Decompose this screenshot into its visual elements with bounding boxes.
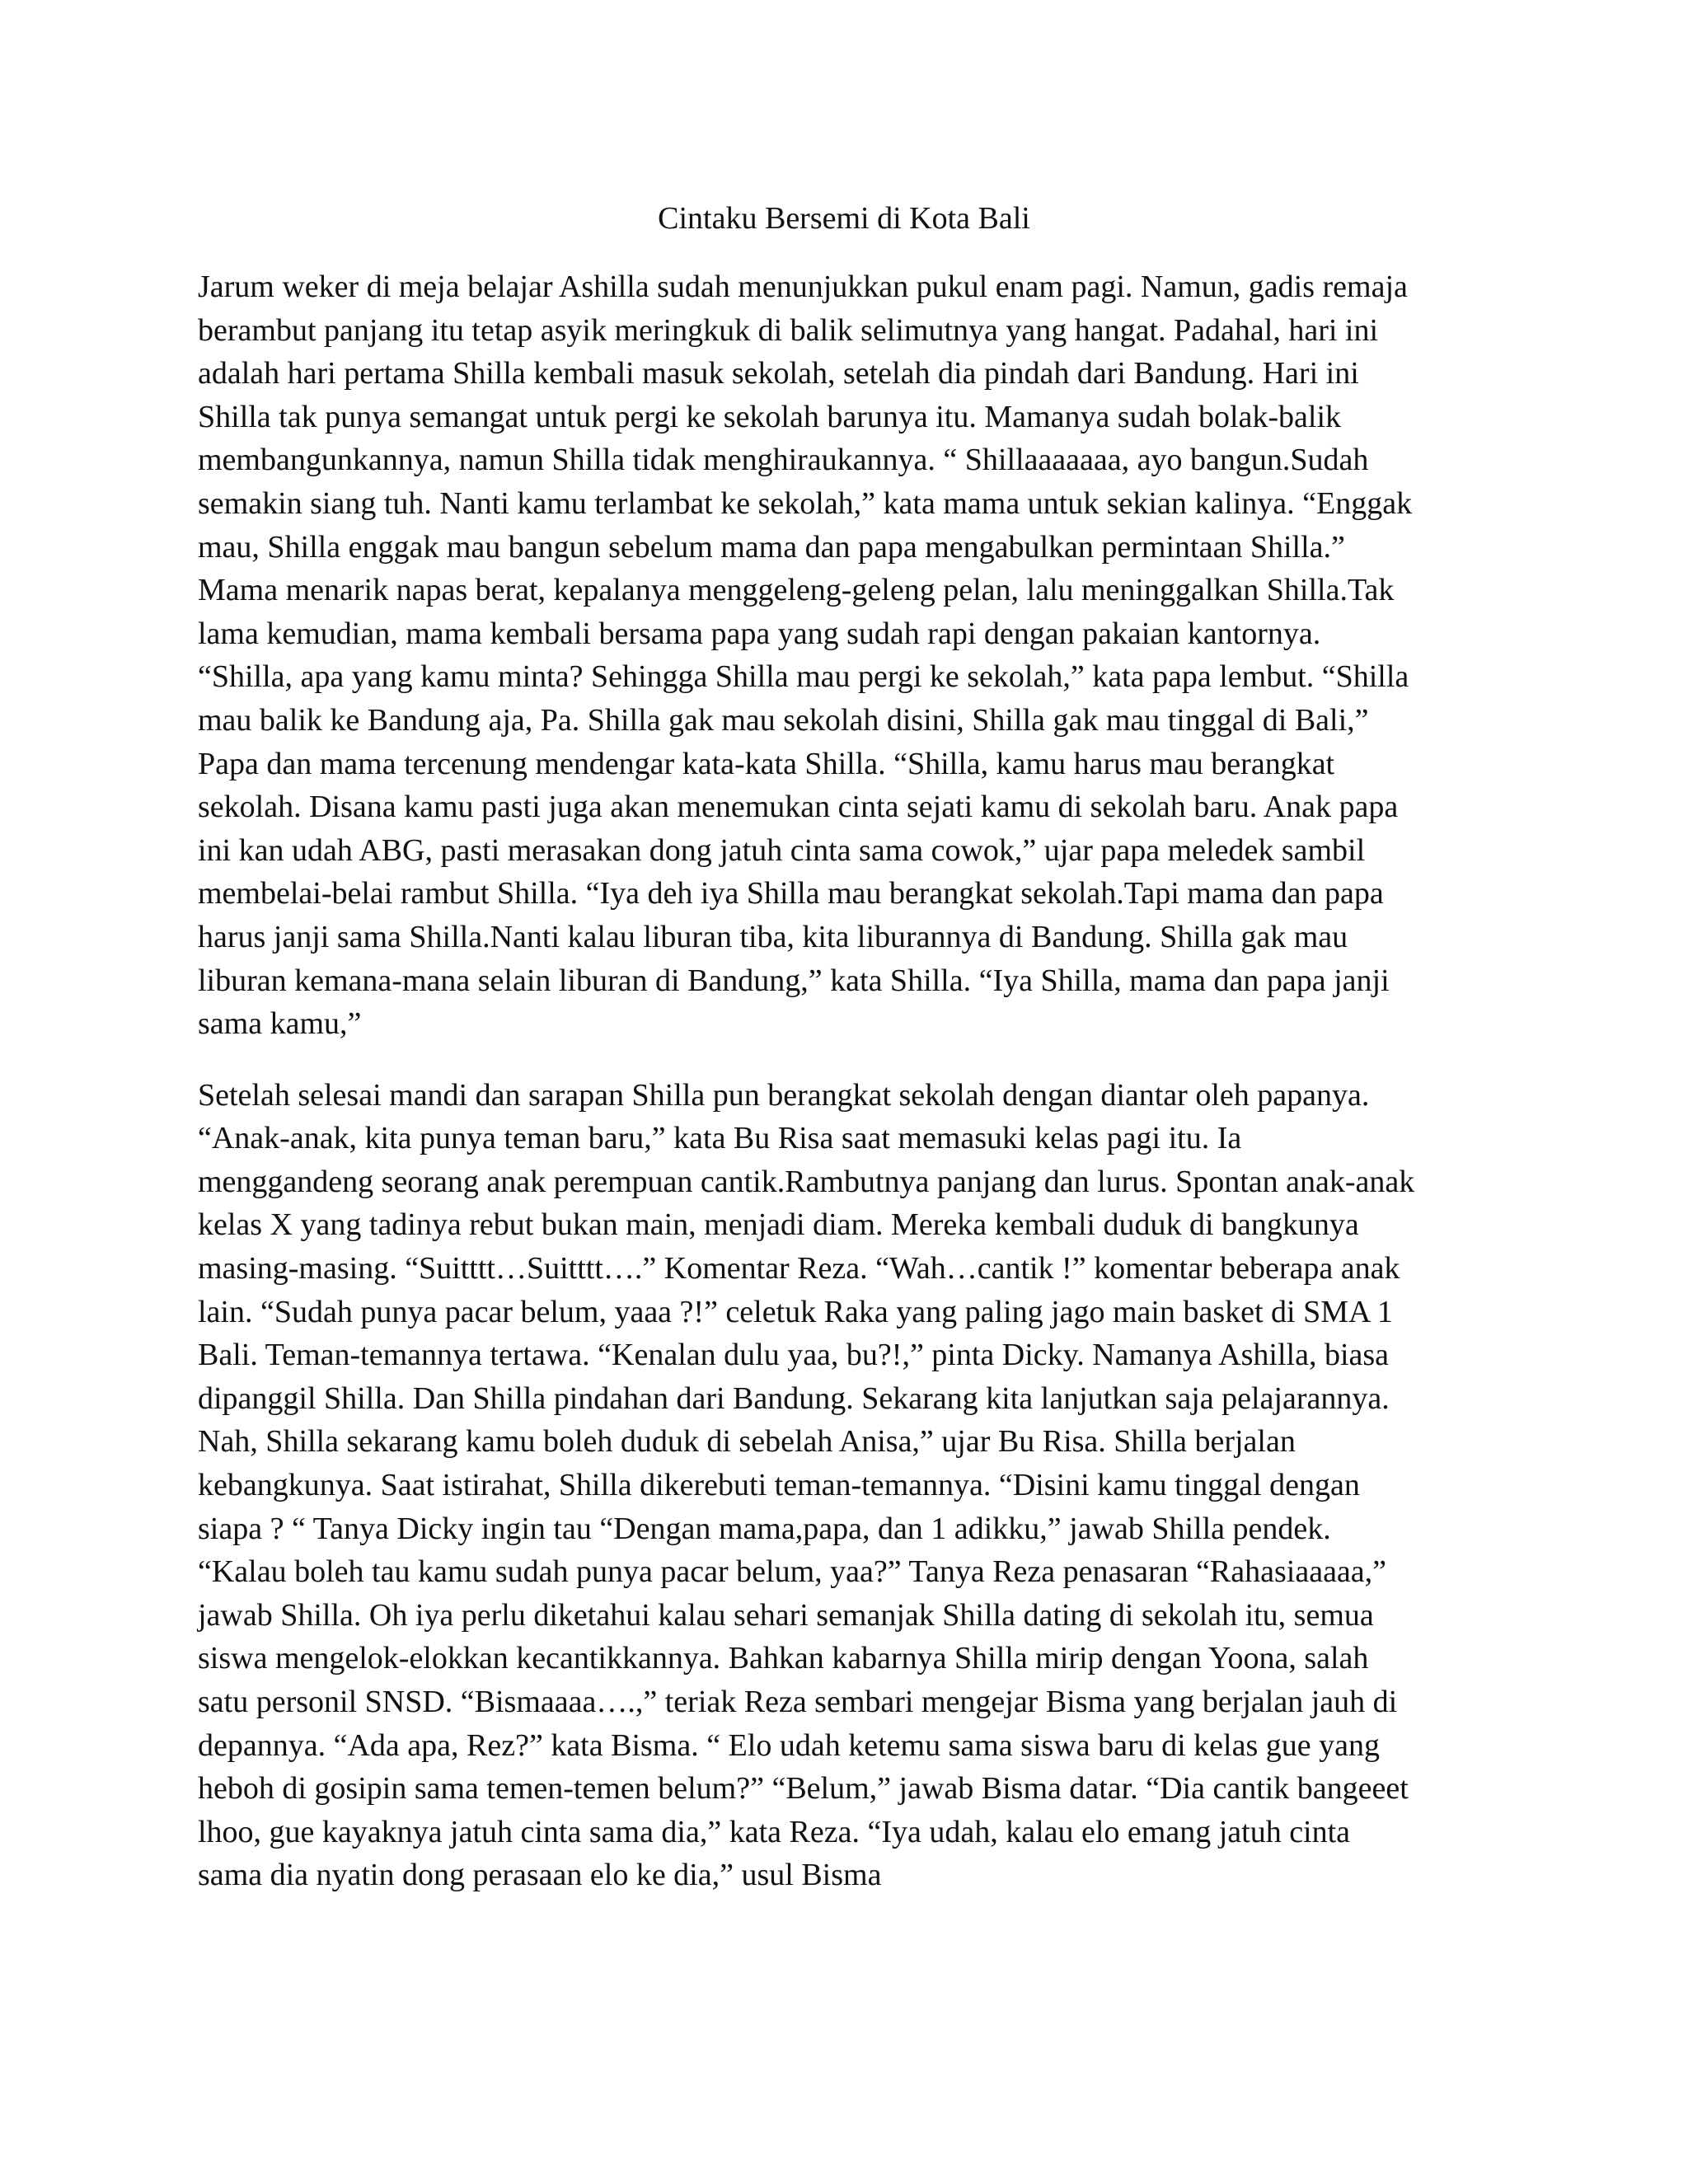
text-line: Papa dan mama tercenung mendengar kata-kata Shilla. “Shilla, kamu harus mau berangkat — [198, 746, 1335, 781]
text-line: lhoo, gue kayaknya jatuh cinta sama dia,” kata Reza. “Iya udah, kalau elo emang jatuh cinta — [198, 1814, 1351, 1849]
text-line: Mama menarik napas berat, kepalanya menggeleng-geleng pelan, lalu meninggalkan Shilla.Tak — [198, 573, 1395, 608]
text-line: lama kemudian, mama kembali bersama papa yang sudah rapi dengan pakaian kantornya. — [198, 616, 1321, 651]
text-line: liburan kemana-mana selain liburan di Bandung,” kata Shilla. “Iya Shilla, mama dan papa janji — [198, 963, 1390, 998]
text-line: Jarum weker di meja belajar Ashilla sudah menunjukkan pukul enam pagi. Namun, gadis remaja — [198, 269, 1408, 304]
text-line: “Shilla, apa yang kamu minta? Sehingga Shilla mau pergi ke sekolah,” kata papa lembut. “Shilla — [198, 659, 1409, 695]
text-line: membelai-belai rambut Shilla. “Iya deh iya Shilla mau berangkat sekolah.Tapi mama dan papa — [198, 876, 1384, 912]
text-line: sama kamu,” — [198, 1006, 362, 1042]
text-line: “Anak-anak, kita punya teman baru,” kata Bu Risa saat memasuki kelas pagi itu. Ia — [198, 1121, 1242, 1156]
text-line: depannya. “Ada apa, Rez?” kata Bisma. “ Elo udah ketemu sama siswa baru di kelas gue yang — [198, 1727, 1380, 1763]
text-line: kelas X yang tadinya rebut bukan main, menjadi diam. Mereka kembali duduk di bangkunya — [198, 1207, 1359, 1243]
text-line: Nah, Shilla sekarang kamu boleh duduk di sebelah Anisa,” ujar Bu Risa. Shilla berjalan — [198, 1424, 1296, 1460]
document-body — [198, 265, 1479, 1897]
text-line: membangunkannya, namun Shilla tidak menghiraukannya. “ Shillaaaaaaa, ayo bangun.Sudah — [198, 443, 1369, 478]
text-line: Shilla tak punya semangat untuk pergi ke sekolah barunya itu. Mamanya sudah bolak-balik — [198, 399, 1342, 434]
text-line: heboh di gosipin sama temen-temen belum?” “Belum,” jawab Bisma datar. “Dia cantik bangeeet — [198, 1771, 1409, 1807]
paragraph-2 — [198, 1074, 1479, 1897]
text-line: lain. “Sudah punya pacar belum, yaaa ?!” celetuk Raka yang paling jago main basket di SMA 1 — [198, 1294, 1393, 1329]
text-line: sekolah. Disana kamu pasti juga akan menemukan cinta sejati kamu di sekolah baru. Anak papa — [198, 790, 1399, 825]
paragraph-1 — [198, 265, 1479, 1046]
document-title: Cintaku Bersemi di Kota Bali — [658, 201, 1030, 236]
text-line: Setelah selesai mandi dan sarapan Shilla pun berangkat sekolah dengan diantar oleh papanya. — [198, 1077, 1370, 1113]
text-line: kebangkunya. Saat istirahat, Shilla dikerebuti teman-temannya. “Disini kamu tinggal dengan — [198, 1468, 1360, 1503]
text-line: masing-masing. “Suitttt…Suitttt….” Komentar Reza. “Wah…cantik !” komentar beberapa anak — [198, 1251, 1400, 1286]
text-line: harus janji sama Shilla.Nanti kalau liburan tiba, kita liburannya di Bandung. Shilla gak mau — [198, 919, 1348, 954]
text-line: menggandeng seorang anak perempuan cantik.Rambutnya panjang dan lurus. Spontan anak-anak — [198, 1164, 1415, 1199]
text-line: jawab Shilla. Oh iya perlu diketahui kalau sehari semanjak Shilla dating di sekolah itu, semua — [198, 1597, 1374, 1633]
text-line: adalah hari pertama Shilla kembali masuk sekolah, setelah dia pindah dari Bandung. Hari ini — [198, 356, 1359, 391]
text-line: mau, Shilla enggak mau bangun sebelum mama dan papa mengabulkan permintaan Shilla.” — [198, 529, 1345, 565]
text-line: satu personil SNSD. “Bismaaaa….,” teriak Reza sembari mengejar Bisma yang berjalan jauh di — [198, 1685, 1398, 1719]
text-line: berambut panjang itu tetap asyik meringkuk di balik selimutnya yang hangat. Padahal, hari ini — [198, 312, 1379, 348]
text-line: siswa mengelok-elokkan kecantikkannya. Bahkan kabarnya Shilla mirip dengan Yoona, salah — [198, 1641, 1369, 1676]
text-line: mau balik ke Bandung aja, Pa. Shilla gak mau sekolah disini, Shilla gak mau tinggal di Bali,” — [198, 702, 1369, 738]
text-line: ini kan udah ABG, pasti merasakan dong jatuh cinta sama cowok,” ujar papa meledek sambil — [198, 832, 1366, 868]
text-line: dipanggil Shilla. Dan Shilla pindahan dari Bandung. Sekarang kita lanjutkan saja pelajarannya. — [198, 1380, 1390, 1416]
text-line: Bali. Teman-temannya tertawa. “Kenalan dulu yaa, bu?!,” pinta Dicky. Namanya Ashilla, biasa — [198, 1338, 1390, 1373]
text-line: “Kalau boleh tau kamu sudah punya pacar belum, yaa?” Tanya Reza penasaran “Rahasiaaaaa,” — [198, 1554, 1387, 1590]
text-line: sama dia nyatin dong perasaan elo ke dia,” usul Bisma — [198, 1858, 882, 1893]
text-line: semakin siang tuh. Nanti kamu terlambat ke sekolah,” kata mama untuk sekian kalinya. “Enggak — [198, 485, 1413, 521]
text-line: siapa ? “ Tanya Dicky ingin tau “Dengan mama,papa, dan 1 adikku,” jawab Shilla pendek. — [198, 1511, 1331, 1546]
